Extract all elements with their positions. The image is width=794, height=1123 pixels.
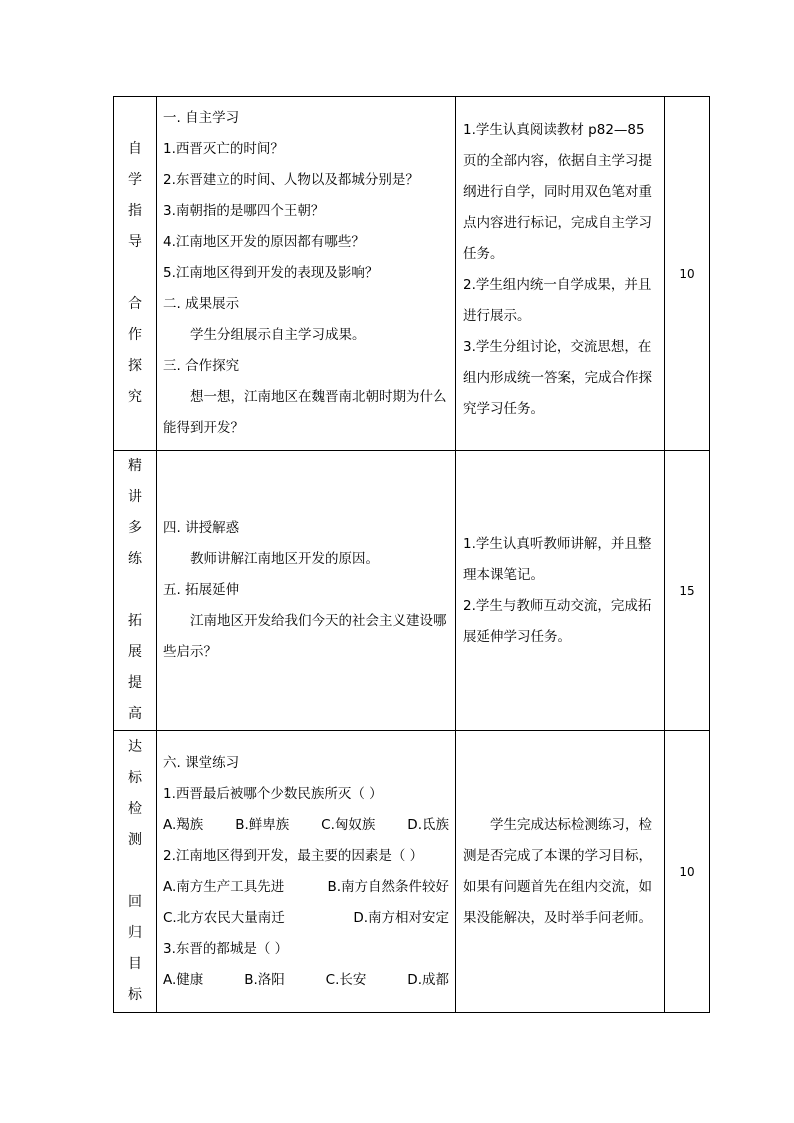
stage-char: 学 bbox=[128, 172, 142, 188]
content-cell bbox=[157, 451, 456, 731]
activity-text: 1.学生认真阅读教材 p82—85 页的全部内容，依据自主学习提纲进行自学，同时用双色笔对重点内容进行标记，完成自主学习任务。 bbox=[463, 122, 652, 262]
option: B.洛阳 bbox=[244, 971, 285, 988]
stage-char: 回 bbox=[128, 894, 142, 910]
activity-text: 2.学生组内统一自学成果，并且进行展示。 bbox=[463, 277, 652, 324]
stage-char: 精 bbox=[128, 458, 142, 474]
answer-options bbox=[163, 810, 449, 841]
stage-char: 测 bbox=[128, 832, 142, 848]
stage-char: 检 bbox=[128, 801, 142, 817]
option: C.北方农民大量南迁 bbox=[163, 909, 285, 926]
stage-char: 达 bbox=[128, 739, 142, 755]
option: C.匈奴族 bbox=[321, 816, 376, 833]
section-text: 江南地区开发给我们今天的社会主义建设哪些启示？ bbox=[163, 613, 447, 660]
option: A.南方生产工具先进 bbox=[163, 878, 285, 895]
stage-char: 拓 bbox=[128, 613, 142, 629]
stage-char: 合 bbox=[128, 296, 142, 312]
stage-gap bbox=[114, 575, 156, 606]
stage-char: 指 bbox=[128, 203, 142, 219]
question: 1.西晋最后被哪个少数民族所灭（ ） bbox=[163, 785, 383, 802]
option: D.南方相对安定 bbox=[353, 909, 449, 926]
section-heading: 六. 课堂练习 bbox=[163, 754, 240, 771]
stage-char: 展 bbox=[128, 644, 142, 660]
time-cell: 10 bbox=[665, 97, 710, 451]
stage-cell bbox=[114, 451, 157, 731]
section-heading: 二. 成果展示 bbox=[163, 296, 240, 312]
option: D.成都 bbox=[407, 971, 449, 988]
section-text: 教师讲解江南地区开发的原因。 bbox=[190, 551, 379, 567]
option: B.鲜卑族 bbox=[235, 816, 290, 833]
option: A.健康 bbox=[163, 971, 204, 988]
table-row bbox=[114, 451, 710, 731]
time-cell: 10 bbox=[665, 731, 710, 1013]
question: 4.江南地区开发的原因都有哪些？ bbox=[163, 234, 365, 250]
stage-cell bbox=[114, 731, 157, 1013]
stage-char: 练 bbox=[128, 551, 142, 567]
section-heading: 四. 讲授解惑 bbox=[163, 520, 240, 536]
stage-cell bbox=[114, 97, 157, 451]
activity-cell bbox=[456, 97, 665, 451]
stage-char: 导 bbox=[128, 234, 142, 250]
activity-cell bbox=[456, 451, 665, 731]
stage-char: 探 bbox=[128, 358, 142, 374]
section-text: 想一想，江南地区在魏晋南北朝时期为什么能得到开发？ bbox=[163, 389, 447, 436]
question: 3.东晋的都城是（ ） bbox=[163, 940, 289, 957]
stage-char: 究 bbox=[128, 389, 142, 405]
content-cell bbox=[157, 731, 456, 1013]
content-cell bbox=[157, 97, 456, 451]
table-row bbox=[114, 731, 710, 1013]
stage-char: 目 bbox=[128, 956, 142, 972]
activity-text: 2.学生与教师互动交流，完成拓展延伸学习任务。 bbox=[463, 597, 652, 645]
stage-char: 多 bbox=[128, 520, 142, 536]
question: 2.东晋建立的时间、人物以及都城分别是？ bbox=[163, 172, 419, 188]
activity-text: 3.学生分组讨论，交流思想，在组内形成统一答案，完成合作探究学习任务。 bbox=[463, 339, 652, 417]
activity-cell bbox=[456, 731, 665, 1013]
answer-options bbox=[163, 872, 449, 903]
stage-gap bbox=[114, 258, 156, 289]
answer-options bbox=[163, 903, 449, 934]
section-heading: 三. 合作探究 bbox=[163, 358, 240, 374]
question: 5.江南地区得到开发的表现及影响？ bbox=[163, 265, 379, 281]
stage-char: 讲 bbox=[128, 489, 142, 505]
stage-char: 归 bbox=[128, 925, 142, 941]
stage-char: 标 bbox=[128, 987, 142, 1003]
option: A.羯族 bbox=[163, 816, 204, 833]
activity-text: 1.学生认真听教师讲解，并且整理本课笔记。 bbox=[463, 535, 652, 583]
table-row bbox=[114, 97, 710, 451]
question: 2.江南地区得到开发，最主要的因素是（ ） bbox=[163, 847, 424, 864]
stage-char: 提 bbox=[128, 675, 142, 691]
section-heading: 五. 拓展延伸 bbox=[163, 582, 240, 598]
stage-gap bbox=[114, 856, 156, 887]
question: 3.南朝指的是哪四个王朝？ bbox=[163, 203, 325, 219]
stage-char: 标 bbox=[128, 770, 142, 786]
section-text: 学生分组展示自主学习成果。 bbox=[190, 327, 366, 343]
activity-text: 学生完成达标检测练习，检测是否完成了本课的学习目标，如果有问题首先在组内交流，如果没能解决，及时举手问老师。 bbox=[463, 816, 652, 926]
option: B.南方自然条件较好 bbox=[327, 878, 449, 895]
lesson-plan-table bbox=[113, 96, 710, 1013]
stage-char: 高 bbox=[128, 706, 142, 722]
option: C.长安 bbox=[325, 971, 367, 988]
answer-options bbox=[163, 965, 449, 996]
option: D.氐族 bbox=[407, 816, 449, 833]
section-heading: 一. 自主学习 bbox=[163, 110, 240, 126]
stage-char: 作 bbox=[128, 327, 142, 343]
question: 1.西晋灭亡的时间？ bbox=[163, 141, 284, 157]
time-cell: 15 bbox=[665, 451, 710, 731]
stage-char: 自 bbox=[128, 141, 142, 157]
